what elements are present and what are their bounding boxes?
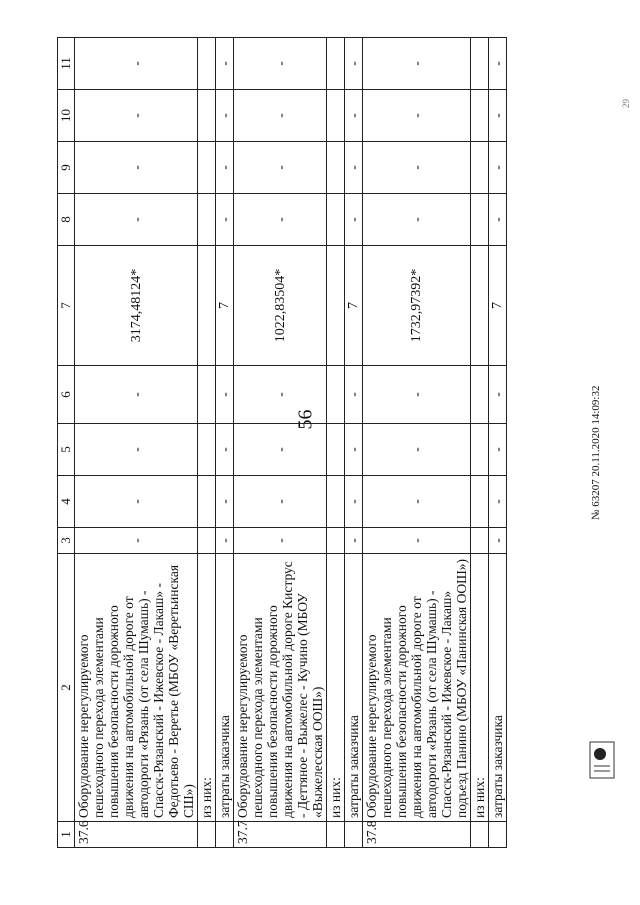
value-cell: - <box>216 366 234 424</box>
table-row <box>75 38 198 848</box>
value-cell <box>327 194 345 246</box>
value-cell: - <box>234 90 327 142</box>
value-cell <box>327 366 345 424</box>
value-cell: - <box>363 142 471 194</box>
stamp-icon <box>588 740 618 780</box>
value-cell: - <box>363 424 471 476</box>
table-row <box>471 38 489 848</box>
value-cell: - <box>234 366 327 424</box>
value-cell-col7: 1022,83504* <box>234 246 327 366</box>
value-cell: - <box>216 90 234 142</box>
row-number <box>216 822 234 848</box>
value-cell: - <box>234 476 327 528</box>
value-cell: - <box>489 38 507 90</box>
value-cell <box>327 424 345 476</box>
value-cell: - <box>75 142 198 194</box>
value-cell-col7: 7 <box>489 246 507 366</box>
header-cell: 3 <box>58 528 75 554</box>
data-table <box>57 37 507 848</box>
value-cell <box>198 38 216 90</box>
value-cell-col7: 7 <box>216 246 234 366</box>
value-cell: - <box>216 38 234 90</box>
value-cell: - <box>75 90 198 142</box>
value-cell <box>471 90 489 142</box>
row-number <box>327 822 345 848</box>
value-cell <box>327 528 345 554</box>
value-cell: - <box>75 38 198 90</box>
value-cell: - <box>345 424 363 476</box>
value-cell <box>471 528 489 554</box>
table-row <box>345 38 363 848</box>
header-cell: 2 <box>58 554 75 822</box>
value-cell <box>327 476 345 528</box>
value-cell <box>471 38 489 90</box>
header-cell: 4 <box>58 476 75 528</box>
value-cell: - <box>345 194 363 246</box>
value-cell: - <box>489 142 507 194</box>
row-description: из них: <box>471 554 489 822</box>
table-row <box>363 38 471 848</box>
row-description: Оборудование нерегулируемого пешеходного перехода элементами повышения безопасности дорожного движения на автомобильной дороге от автодороги «Рязань (от села Шумашь) - Спасск-Рязанский - Ижевское - Лакаш» подъезд Панино (МБОУ «Панинская ООШ») <box>363 554 471 822</box>
value-cell <box>327 142 345 194</box>
header-cell: 6 <box>58 366 75 424</box>
row-description: Оборудование нерегулируемого пешеходного перехода элементами повышения безопасности дорожного движения на автомобильной дороге от автодороги «Рязань (от села Шумашь) - Спасск-Рязанский - Ижевское - Лакаш» - Федотьево - Веретье (МБОУ «Веретьинская СШ») <box>75 554 198 822</box>
value-cell <box>471 424 489 476</box>
value-cell: - <box>345 142 363 194</box>
value-cell: - <box>345 476 363 528</box>
value-cell: - <box>345 528 363 554</box>
value-cell <box>198 90 216 142</box>
table-row <box>198 38 216 848</box>
value-cell <box>327 38 345 90</box>
value-cell: - <box>363 38 471 90</box>
row-number: 37.8 <box>363 822 471 848</box>
value-cell <box>198 142 216 194</box>
row-description: затраты заказчика <box>489 554 507 822</box>
value-cell: - <box>489 476 507 528</box>
table-row <box>327 38 345 848</box>
value-cell: - <box>75 194 198 246</box>
value-cell: - <box>234 528 327 554</box>
row-number <box>471 822 489 848</box>
value-cell: - <box>216 476 234 528</box>
value-cell: - <box>489 424 507 476</box>
value-cell-col7 <box>471 246 489 366</box>
header-cell: 10 <box>58 90 75 142</box>
value-cell <box>198 194 216 246</box>
header-cell: 8 <box>58 194 75 246</box>
row-description: затраты заказчика <box>216 554 234 822</box>
row-description: Оборудование нерегулируемого пешеходного перехода элементами повышения безопасности дорожного движения на автомобильной дороге Киструс - Деттяное - Выжелес - Кучино (МБОУ «Выжелесская ООШ») <box>234 554 327 822</box>
value-cell <box>471 142 489 194</box>
row-description: из них: <box>327 554 345 822</box>
value-cell-col7 <box>327 246 345 366</box>
value-cell <box>471 476 489 528</box>
value-cell: - <box>216 424 234 476</box>
value-cell: - <box>75 366 198 424</box>
value-cell: - <box>234 194 327 246</box>
row-number: 37.6 <box>75 822 198 848</box>
value-cell-col7: 1732,97392* <box>363 246 471 366</box>
value-cell: - <box>234 38 327 90</box>
value-cell: - <box>345 366 363 424</box>
header-cell: 7 <box>58 246 75 366</box>
value-cell: - <box>489 194 507 246</box>
header-cell: 1 <box>58 822 75 848</box>
value-cell-col7 <box>198 246 216 366</box>
value-cell: - <box>75 476 198 528</box>
value-cell: - <box>75 528 198 554</box>
value-cell-col7: 3174,48124* <box>75 246 198 366</box>
table-row <box>216 38 234 848</box>
table-row <box>489 38 507 848</box>
value-cell <box>471 194 489 246</box>
value-cell <box>198 528 216 554</box>
value-cell: - <box>216 194 234 246</box>
header-row <box>58 38 75 848</box>
row-number <box>198 822 216 848</box>
value-cell: - <box>75 424 198 476</box>
page-number: 56 <box>294 409 317 430</box>
row-number <box>345 822 363 848</box>
value-cell <box>327 90 345 142</box>
value-cell: - <box>363 90 471 142</box>
value-cell <box>471 366 489 424</box>
value-cell: - <box>363 476 471 528</box>
value-cell: - <box>234 424 327 476</box>
header-cell: 9 <box>58 142 75 194</box>
value-cell <box>198 476 216 528</box>
header-cell: 5 <box>58 424 75 476</box>
value-cell: - <box>363 528 471 554</box>
header-cell: 11 <box>58 38 75 90</box>
value-cell-col7: 7 <box>345 246 363 366</box>
row-description: из них: <box>198 554 216 822</box>
value-cell: - <box>234 142 327 194</box>
value-cell: - <box>345 90 363 142</box>
table-row <box>234 38 327 848</box>
row-number: 37.7 <box>234 822 327 848</box>
corner-mark: 29 <box>621 99 631 108</box>
value-cell <box>198 424 216 476</box>
row-description: затраты заказчика <box>345 554 363 822</box>
value-cell: - <box>489 528 507 554</box>
value-cell: - <box>363 194 471 246</box>
value-cell: - <box>363 366 471 424</box>
value-cell: - <box>489 90 507 142</box>
value-cell: - <box>489 366 507 424</box>
rotated-table-container <box>57 0 640 848</box>
value-cell: - <box>216 142 234 194</box>
row-number <box>489 822 507 848</box>
value-cell: - <box>345 38 363 90</box>
footer-registration: № 63207 20.11.2020 14:09:32 <box>590 385 602 520</box>
value-cell: - <box>216 528 234 554</box>
value-cell <box>198 366 216 424</box>
